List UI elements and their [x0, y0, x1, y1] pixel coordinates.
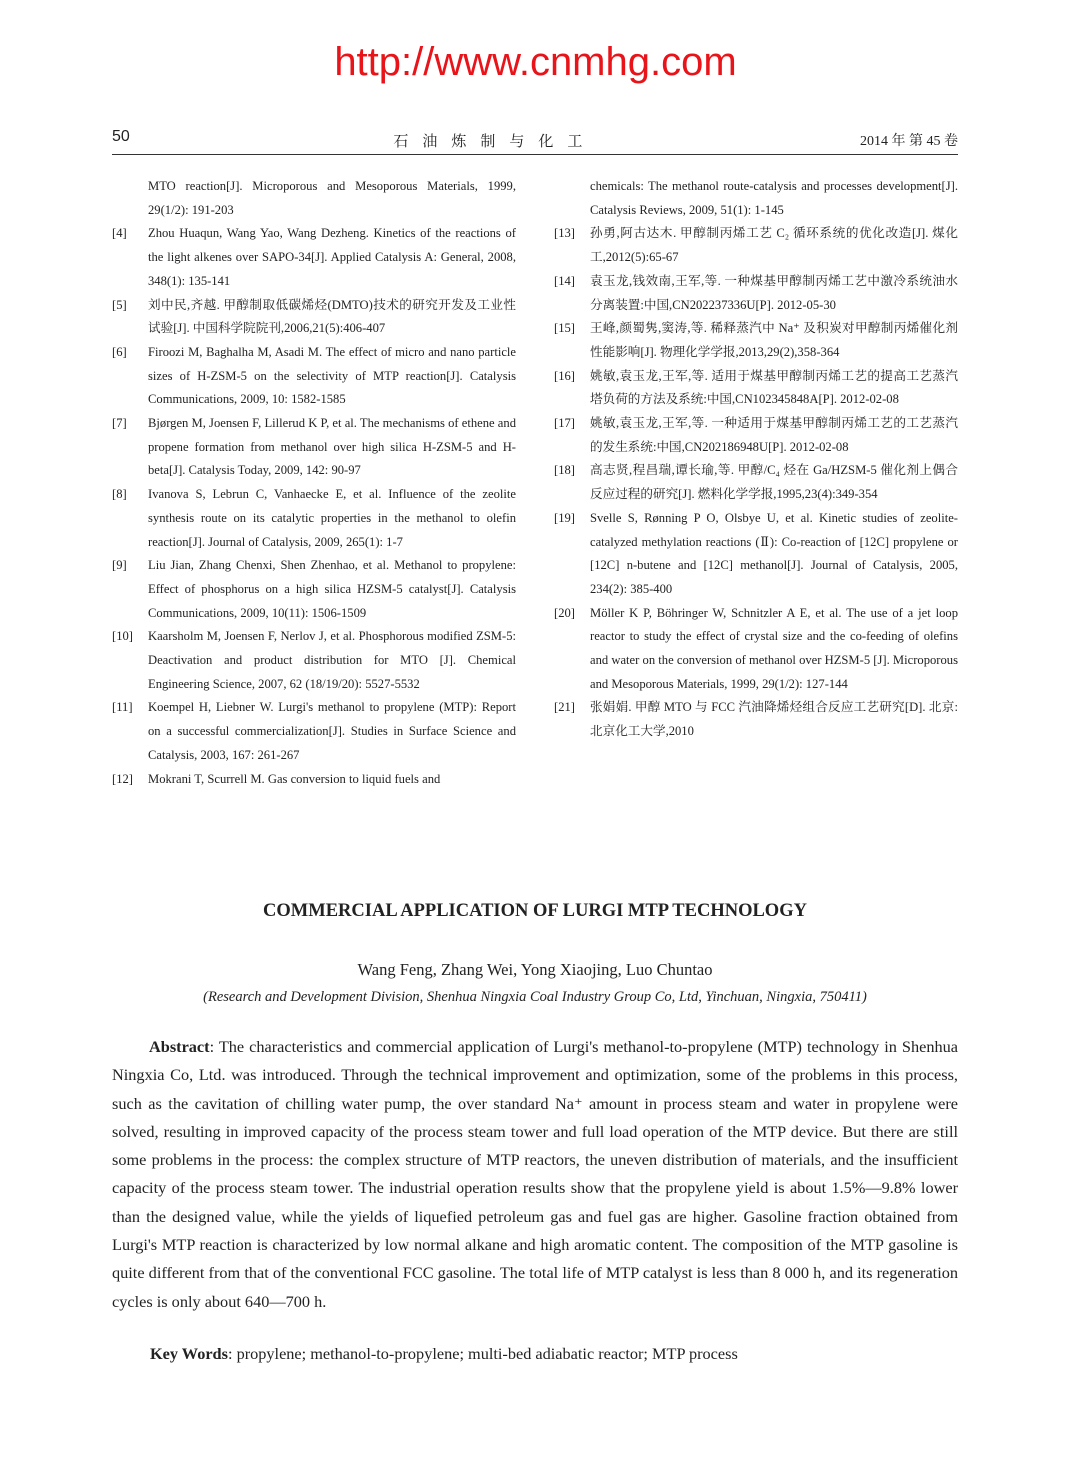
- running-header: [112, 128, 958, 155]
- authors: Wang Feng, Zhang Wei, Yong Xiaojing, Luo Chuntao: [357, 960, 713, 979]
- references-left-column: [112, 175, 516, 875]
- reference-item: [112, 483, 516, 554]
- page-body: [112, 128, 958, 1366]
- reference-item: [112, 625, 516, 696]
- keywords-text: propylene; methanol-to-propylene; multi-bed adiabatic reactor; MTP process: [236, 1343, 738, 1363]
- reference-text: Ivanova S, Lebrun C, Vanhaecke E, et al. Influence of the zeolite synthesis route on its catalytic properties in the methanol to olefin reaction[J]. Journal of Catalysis, 2009, 265(1): 1-7: [148, 487, 516, 549]
- reference-item: [112, 175, 516, 222]
- reference-item: [112, 696, 516, 767]
- reference-text: Mokrani T, Scurrell M. Gas conversion to liquid fuels and: [148, 771, 441, 786]
- reference-number: [7]: [112, 416, 127, 431]
- reference-item: [554, 365, 958, 412]
- reference-item: [554, 412, 958, 459]
- reference-number: [9]: [112, 558, 127, 573]
- reference-number: [12]: [112, 771, 133, 786]
- reference-text: 姚敏,袁玉龙,王军,等. 适用于煤基甲醇制丙烯工艺的提高工艺蒸汽塔负荷的方法及系统:中国,CN102345848A[P]. 2012-02-08: [590, 368, 958, 407]
- reference-number: [10]: [112, 629, 133, 644]
- reference-text: Bjørgen M, Joensen F, Lillerud K P, et al. The mechanisms of ethene and propene formation from methanol over high silica H-ZSM-5 and H-beta[J]. Catalysis Today, 2009, 142: 90-97: [148, 416, 516, 478]
- reference-number: [4]: [112, 226, 127, 241]
- reference-text: Koempel H, Liebner W. Lurgi's methanol to propylene (MTP): Report on a successful commercialization[J]. Studies in Surface Science and Catalysis, 2003, 167: 261-267: [148, 700, 516, 762]
- reference-number: [18]: [554, 463, 575, 478]
- reference-text: Firoozi M, Baghalha M, Asadi M. The effect of micro and nano particle sizes of H-ZSM-5 on the selectivity of MTP reaction[J]. Catalysis Communications, 2009, 10: 1582-1585: [148, 344, 516, 407]
- reference-number: [14]: [554, 273, 575, 288]
- reference-item: [554, 175, 958, 222]
- reference-text: MTO reaction[J]. Microporous and Mesoporous Materials, 1999, 29(1/2): 191-203: [148, 179, 516, 217]
- reference-item: [554, 696, 958, 743]
- reference-item: [112, 412, 516, 483]
- keywords: Key Words: propylene; methanol-to-propylene; multi-bed adiabatic reactor; MTP process: [150, 1343, 738, 1363]
- reference-item: [112, 222, 516, 293]
- reference-text: 袁玉龙,钱效南,王军,等. 一种煤基甲醇制丙烯工艺中激冷系统油水分离装置:中国,CN202237336U[P]. 2012-05-30: [590, 273, 958, 312]
- affiliation: (Research and Development Division, Shenhua Ningxia Coal Industry Group Co, Ltd, Yinchuan, Ningxia, 750411): [203, 989, 867, 1005]
- reference-item: [554, 459, 958, 506]
- reference-item: [554, 270, 958, 317]
- reference-number: [13]: [554, 226, 575, 241]
- abstract-text: The characteristics and commercial application of Lurgi's methanol-to-propylene (MTP) technology in Shenhua Ningxia Co, Ltd. was introduced. Through the technical improvement and optimization, some of the problems in this process, such as the cavitation of chilling water pump, the over standard Na⁺ amount in process steam and water in propylene were solved, resulting in improved capacity of the process steam tower and full load operation of the MTP device. But there are still some problems in the process: the complex structure of MTP reactors, the uneven distribution of materials, and the insufficient capacity of the process steam tower. The industrial operation results show that the propylene yield is about 1.5%—9.8% lower than the designed value, while the yields of liquefied petroleum gas and fuel gas are higher. Gasoline fraction obtained from Lurgi's MTP reaction is characterized by low normal alkane and high aromatic content. The composition of the MTP gasoline is quite different from that of the conventional FCC gasoline. The total life of MTP catalyst is less than 8 000 h, and its regeneration cycles is only about 640—700 h.: [112, 1037, 958, 1311]
- reference-text: chemicals: The methanol route-catalysis and processes development[J]. Catalysis Reviews, 2009, 51(1): 1-145: [590, 179, 958, 217]
- reference-number: [17]: [554, 416, 575, 431]
- page-number: 50: [112, 128, 130, 145]
- reference-item: [554, 222, 958, 269]
- reference-text: 姚敏,袁玉龙,王军,等. 一种适用于煤基甲醇制丙烯工艺的工艺蒸汽的发生系统:中国,CN202186948U[P]. 2012-02-08: [590, 416, 958, 454]
- reference-item: [112, 294, 516, 341]
- reference-number: [21]: [554, 700, 575, 715]
- reference-number: [11]: [112, 700, 133, 715]
- references: [112, 175, 958, 875]
- reference-number: [20]: [554, 605, 575, 620]
- reference-text: Kaarsholm M, Joensen F, Nerlov J, et al. Phosphorous modified ZSM-5: Deactivation and product distribution for MTO [J]. Chemical Engineering Science, 2007, 62 (18/19/20): 5527-5532: [148, 629, 516, 691]
- reference-item: [554, 317, 958, 364]
- reference-item: [112, 554, 516, 625]
- reference-text: 刘中民,齐越. 甲醇制取低碳烯烃(DMTO)技术的研究开发及工业性试验[J]. 中国科学院院刊,2006,21(5):406-407: [148, 297, 516, 336]
- reference-text: Zhou Huaqun, Wang Yao, Wang Dezheng. Kinetics of the reactions of the light alkenes over SAPO-34[J]. Applied Catalysis A: General, 2008, 348(1): 135-141: [148, 226, 516, 288]
- reference-item: [554, 602, 958, 697]
- references-right-column: [554, 175, 958, 875]
- journal-title: 石油炼制与化工: [393, 134, 597, 150]
- reference-number: [5]: [112, 297, 127, 312]
- abstract-label: Abstract: [149, 1037, 210, 1056]
- volume-info: 2014 年 第 45 卷: [860, 134, 958, 149]
- reference-text: 张娟娟. 甲醇 MTO 与 FCC 汽油降烯烃组合反应工艺研究[D]. 北京:北京化工大学,2010: [590, 700, 958, 739]
- reference-item: [554, 507, 958, 602]
- reference-item: [112, 768, 516, 792]
- reference-number: [16]: [554, 368, 575, 383]
- reference-text: 孙勇,阿古达木. 甲醇制丙烯工艺 C₂ 循环系统的优化改造[J]. 煤化工,2012(5):65-67: [590, 226, 958, 265]
- reference-number: [6]: [112, 344, 127, 359]
- reference-text: 高志贤,程昌瑞,谭长瑜,等. 甲醇/C₄ 烃在 Ga/HZSM-5 催化剂上偶合反应过程的研究[J]. 燃料化学学报,1995,23(4):349-354: [590, 463, 958, 502]
- reference-text: Liu Jian, Zhang Chenxi, Shen Zhenhao, et al. Methanol to propylene: Effect of phosphorus on a high silica HZSM-5 catalyst[J]. Catalysis Communications, 2009, 10(11): 1506-1509: [148, 558, 516, 620]
- english-title: COMMERCIAL APPLICATION OF LURGI MTP TECHNOLOGY: [263, 901, 807, 921]
- reference-text: Möller K P, Böhringer W, Schnitzler A E, et al. The use of a jet loop reactor to study the effect of crystal size and the co-feeding of olefins and water on the conversion of methanol over HZSM-5 [J]. Microporous and Mesoporous Materials, 1999, 29(1/2): 127-144: [590, 605, 958, 691]
- watermark: http://www.cnmhg.com: [334, 40, 737, 84]
- reference-number: [15]: [554, 321, 575, 336]
- reference-number: [8]: [112, 487, 127, 502]
- keywords-label: Key Words: [150, 1343, 228, 1363]
- abstract: Abstract: The characteristics and commercial application of Lurgi's methanol-to-propylene (MTP) technology in Shenhua Ningxia Co, Ltd. was introduced. Through the technical improvement and optimization, some of the problems in this process, such as the cavitation of chilling water pump, the over standard Na⁺ amount in process steam and water in propylene were solved, resulting in improved capacity of the process steam tower and full load operation of the MTP device. But there are still some problems in the process: the complex structure of MTP reactors, the uneven distribution of materials, and the insufficient capacity of the process steam tower. The industrial operation results show that the propylene yield is about 1.5%—9.8% lower than the designed value, while the yields of liquefied petroleum gas and fuel gas are higher. Gasoline fraction obtained from Lurgi's MTP reaction is characterized by low normal alkane and high aromatic content. The composition of the MTP gasoline is quite different from that of the conventional FCC gasoline. The total life of MTP catalyst is less than 8 000 h, and its regeneration cycles is only about 640—700 h.: [112, 1037, 958, 1311]
- reference-item: [112, 341, 516, 412]
- reference-text: Svelle S, Rønning P O, Olsbye U, et al. Kinetic studies of zeolite-catalyzed methylation reactions (Ⅱ): Co-reaction of [12C] propylene or [12C] n-butene and [12C] methanol[J]. Journal of Catalysis, 2005, 234(2): 385-400: [590, 510, 958, 596]
- reference-number: [19]: [554, 510, 575, 525]
- reference-text: 王峰,颜蜀隽,窦涛,等. 稀释蒸汽中 Na⁺ 及积炭对甲醇制丙烯催化剂性能影响[J]. 物理化学学报,2013,29(2),358-364: [590, 321, 958, 359]
